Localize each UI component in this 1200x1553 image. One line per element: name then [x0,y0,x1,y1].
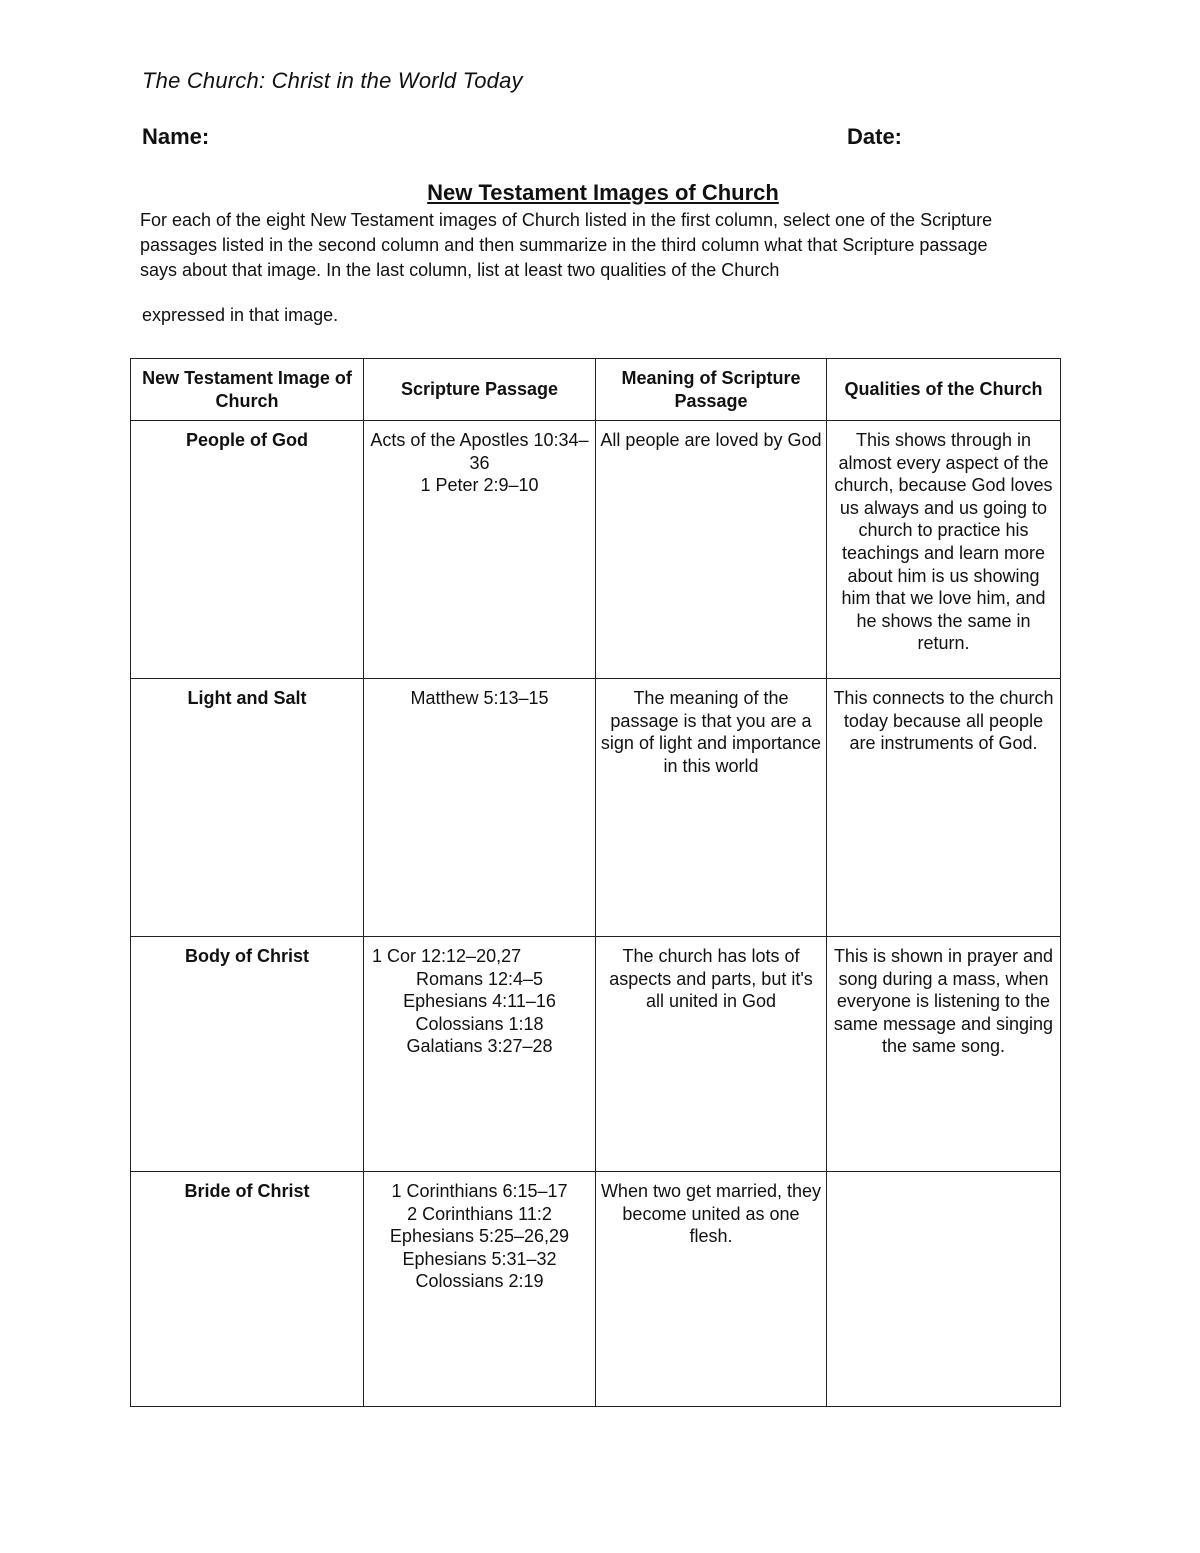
worksheet-heading: New Testament Images of Church [427,180,779,205]
passage-line: 1 Corinthians 6:15–17 [391,1181,568,1201]
passage-cell [364,421,596,679]
passage-cell [364,937,596,1172]
passage-line: Ephesians 4:11–16 [403,991,556,1012]
passage-line: Ephesians 5:25–26,29 [389,1226,570,1247]
table-row [131,937,1061,1172]
image-cell: Body of Christ [131,937,364,1172]
header-qualities: Qualities of the Church [827,359,1061,421]
qualities-cell: This connects to the church today because all people are instruments of God. [827,679,1061,937]
meaning-cell: The church has lots of aspects and parts, but it's all united in God [596,937,827,1172]
date-label: Date: [847,124,903,149]
passage-cell [364,1172,596,1407]
course-title: The Church: Christ in the World Today [142,68,523,93]
passage-line: 2 Corinthians 11:2 [407,1203,552,1224]
passage-line: Galatians 3:27–28 [406,1036,553,1057]
table-row [131,679,1061,937]
qualities-cell: This shows through in almost every aspect of the church, because God loves us always and us going to church to practice his teachings and learn more about him is us showing him that we love him, and he shows the same in return. [827,421,1061,679]
passage-line: Acts of the Apostles 10:34–36 [370,430,589,473]
header-meaning: Meaning of Scripture Passage [596,359,827,421]
table-header-row [131,359,1061,421]
passage-line: Ephesians 5:31–32 [402,1248,557,1269]
passage-line: 1 Cor 12:12–20,27 [372,946,522,966]
header-passage: Scripture Passage [364,359,596,421]
passage-line: Colossians 2:19 [415,1271,544,1292]
image-cell: Light and Salt [131,679,364,937]
header-image: New Testament Image of Church [131,359,364,421]
passage-cell [364,679,596,937]
qualities-cell [827,1172,1061,1407]
passage-line: 1 Peter 2:9–10 [420,475,539,496]
image-cell: Bride of Christ [131,1172,364,1407]
passage-line: Romans 12:4–5 [415,968,544,989]
name-label: Name: [142,124,210,149]
meaning-cell: The meaning of the passage is that you are a sign of light and importance in this world [596,679,827,937]
instructions-tail: expressed in that image. [142,305,339,325]
meaning-cell: All people are loved by God [596,421,827,679]
qualities-cell: This is shown in prayer and song during a mass, when everyone is listening to the same message and singing the same song. [827,937,1061,1172]
images-table [130,358,1061,1407]
meaning-cell: When two get married, they become united as one flesh. [596,1172,827,1407]
table-row [131,421,1061,679]
passage-line: Matthew 5:13–15 [410,688,549,708]
instructions-paragraph: For each of the eight New Testament images of Church listed in the first column, select one of the Scripture passages listed in the second column and then summarize in the third column what that Scripture passage says about that image. In the last column, list at least two qualities of the Church [140,210,993,280]
image-cell: People of God [131,421,364,679]
table-row [131,1172,1061,1407]
passage-line: Colossians 1:18 [415,1013,544,1034]
